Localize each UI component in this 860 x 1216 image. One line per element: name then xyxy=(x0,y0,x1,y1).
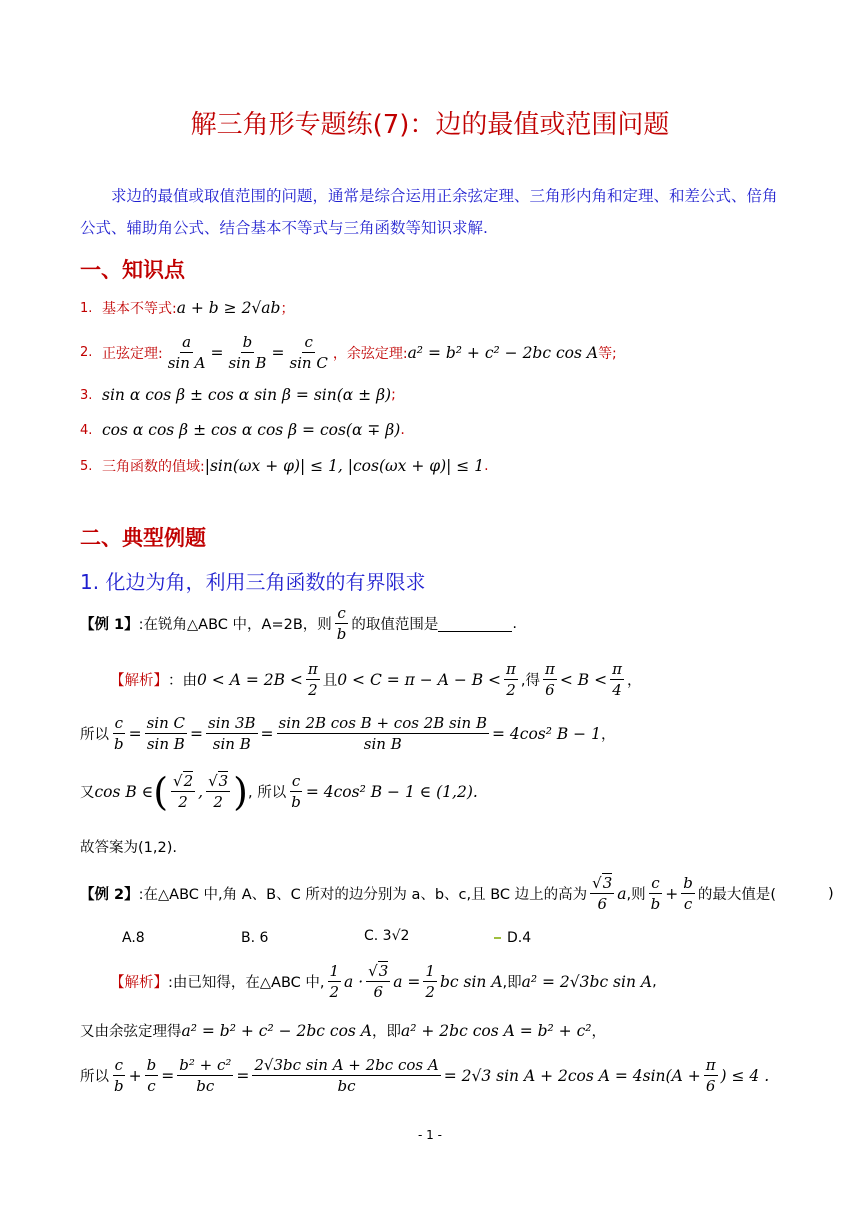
example-2-solution-line1: 【解析】 :由已知得，在△ABC 中, $\frac{1}{2}$ a · $\frac{√3}{6}$ a = $\frac{1}{2}$ bc sin A ,即 a² = 2√3bc sin A , xyxy=(110,962,657,1001)
example-2-solution-line2: 又由余弦定理得 a² = b² + c² − 2bc cos A ，即 a² + 2bc cos A = b² + c² ， xyxy=(80,1021,606,1040)
example-1-solution-line3: 又 cos B ∈ ( $\frac{√2}{2}$ , $\frac{√3}{2}$ ) , 所以 $\frac{c}{b}$ = 4cos² B − 1 ∈ (1,2). xyxy=(80,769,478,814)
kp-2: 2. 正弦定理: $\frac{a}{\text{sin A}}$ = $\frac{b}{\text{sin B}}$ = $\frac{c}{\text{sin C}}$ ，余弦定理: a² = b² + c² − 2bc cos A 等; xyxy=(80,333,617,372)
kp-5: 5. 三角函数的值域: |sin(ωx + φ)| ≤ 1, |cos(ωx + φ)| ≤ 1 . xyxy=(80,457,489,475)
law-of-sines-frac-a: $\frac{a}{\text{sin A}}$ xyxy=(167,333,206,372)
subsection-heading: 1. 化边为角，利用三角函数的有界限求 xyxy=(80,570,426,594)
section-examples-heading: 二、典型例题 xyxy=(80,526,206,550)
kp-3: 3. sin α cos β ± cos α sin β = sin(α ± β) ; xyxy=(80,386,396,404)
example-1-answer: 故答案为(1,2). xyxy=(80,840,177,856)
choice-d[interactable]: D.4 xyxy=(494,930,531,946)
kp-1: 1. 基本不等式: a + b ≥ 2√ab ； xyxy=(80,299,295,317)
page-title: 解三角形专题练(7)：边的最值或范围问题 xyxy=(190,110,670,140)
example-1-solution-line2: 所以 $\frac{c}{b}$ = $\frac{\text{sin C}}{\text{sin B}}$ = $\frac{\sin 3B}{\text{sin B}}$ = $\frac{\text{sin 2B cos B + cos 2B sin B}}{\text{sin B}}$ = 4cos² B − 1 ， xyxy=(80,714,616,753)
law-of-sines-frac-c: $\frac{c}{\text{sin C}}$ xyxy=(289,333,328,372)
example-2-question: 【例 2】 :在△ABC 中,角 A、B、C 所对的边分别为 a、b、c,且 BC 边上的高为 $\frac{√3}{6}$ a ,则 $\frac{c}{b}$ + $\frac{b}{c}$ 的最大值是( ) xyxy=(80,874,834,913)
kp-1-formula: a + b ≥ 2√ab xyxy=(176,299,281,317)
choice-a[interactable]: A.8 xyxy=(122,930,145,946)
answer-blank[interactable] xyxy=(438,615,512,632)
kp-4: 4. cos α cos β ± cos α cos β = cos(α ∓ β) . xyxy=(80,421,405,439)
intro-paragraph: 求边的最值或取值范围的问题，通常是综合运用正余弦定理、三角形内角和定理、和差公式、倍角公式、辅助角公式、结合基本不等式与三角函数等知识求解. xyxy=(80,187,778,237)
choice-b[interactable]: B. 6 xyxy=(241,930,269,946)
example-1-question: 【例 1】 :在锐角△ABC 中，A=2B，则 $\frac{c}{b}$ 的取值范围是 . xyxy=(80,604,517,643)
page-number: - 1 - xyxy=(418,1128,442,1142)
section-knowledge-heading: 一、知识点 xyxy=(80,258,185,282)
example-2-solution-line3: 所以 $\frac{c}{b}$ + $\frac{b}{c}$ = $\frac{\text{b² + c²}}{bc}$ = $\frac{\text{2√3bc sin A + 2bc cos A}}{bc}$ = 2√3 sin A + 2cos A = 4sin(A + $\frac{\pi}{6}$ ) ≤ 4 . xyxy=(80,1056,770,1095)
example-1-solution-line1: 【解析】 ：由 0 < A = 2B < $\frac{\pi}{2}$ 且 0 < C = π − A − B < $\frac{\pi}{2}$ ,得 $\frac{\pi}{6}$ < B < $\frac{\pi}{4}$ ， xyxy=(110,660,642,699)
choice-c[interactable]: C. 3√2 xyxy=(364,928,410,944)
law-of-sines-frac-b: $\frac{b}{\text{sin B}}$ xyxy=(228,333,267,372)
law-of-cosines: a² = b² + c² − 2bc cos A xyxy=(407,343,599,362)
